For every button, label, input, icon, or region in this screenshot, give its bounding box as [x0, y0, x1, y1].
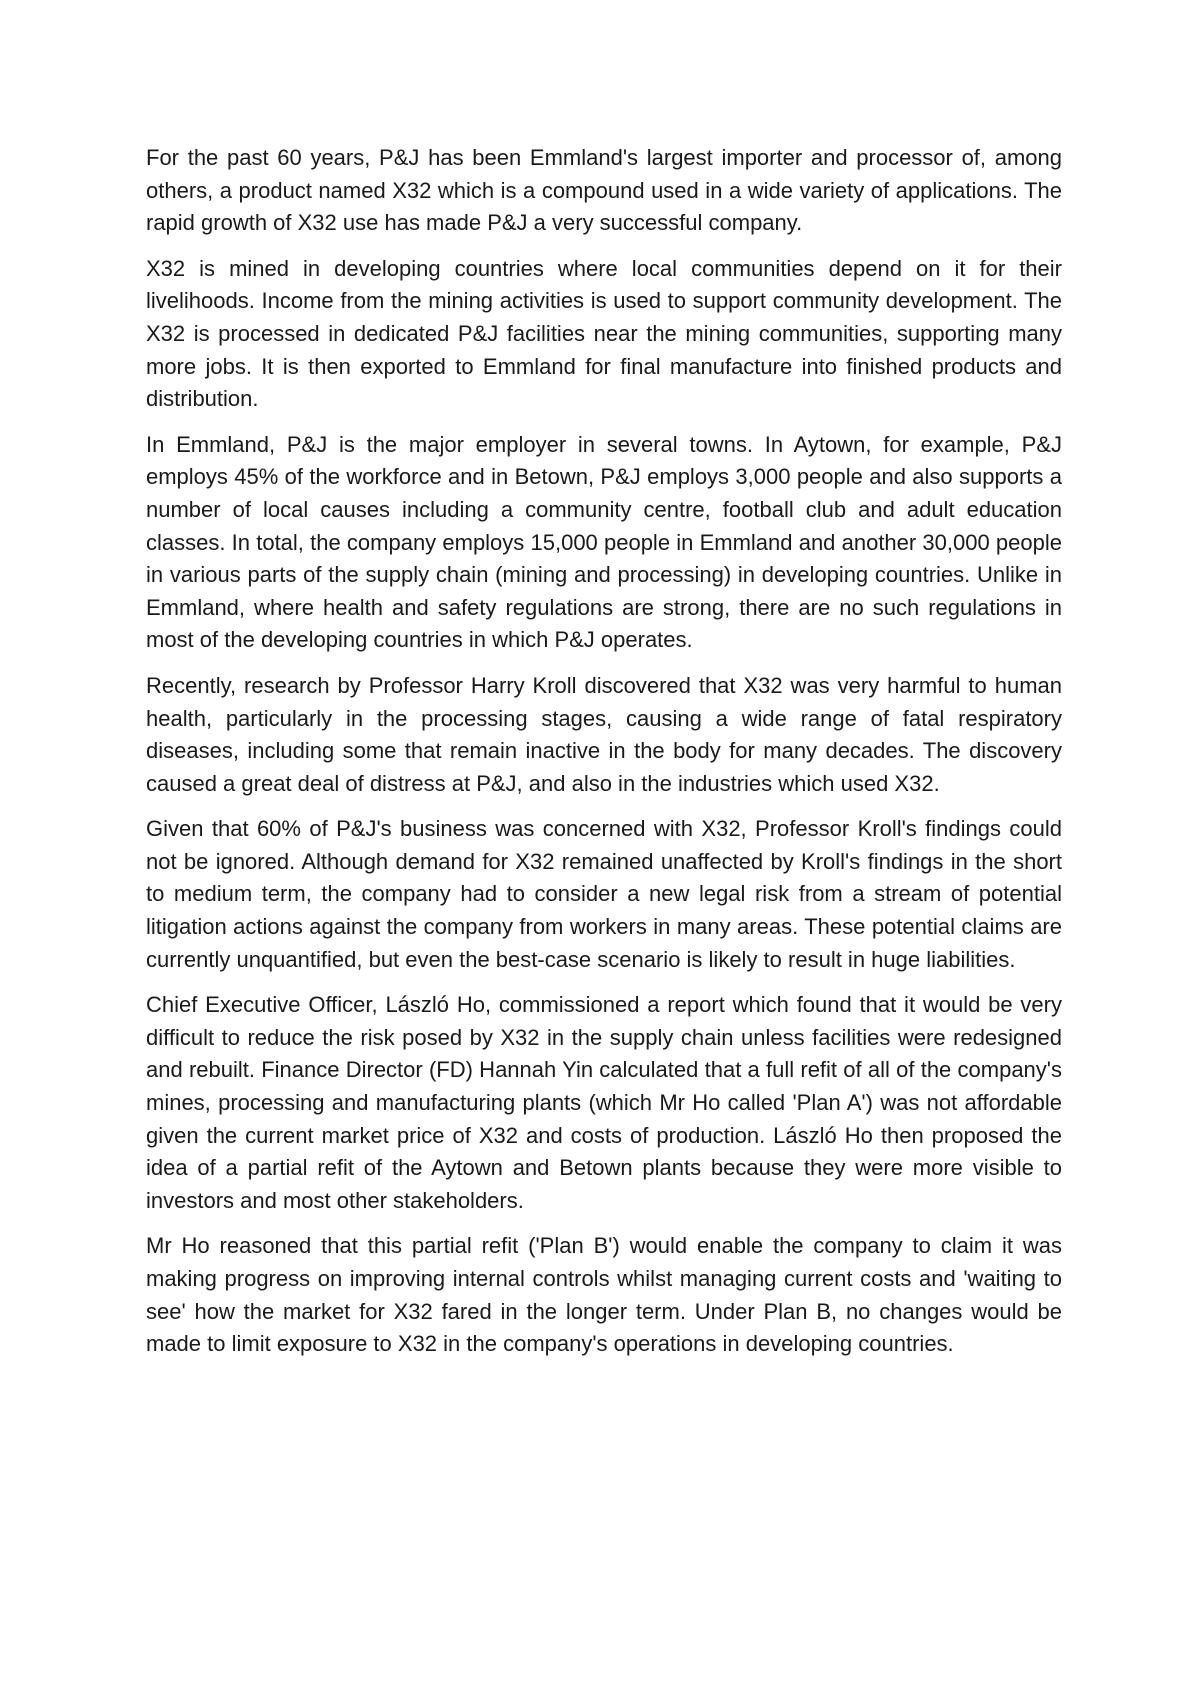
paragraph-4: Recently, research by Professor Harry Kroll discovered that X32 was very harmful to human health, particularly in the processing stages, causing a wide range of fatal respiratory diseases, including some that remain inactive in the body for many decades. The discovery caused a great deal of distress at P&J, and also in the industries which used X32.	[146, 672, 1062, 796]
document-body	[146, 142, 1062, 1374]
paragraph-2: X32 is mined in developing countries where local communities depend on it for their livelihoods. Income from the mining activities is used to support community development. The X32 is processed in dedicated P&J facilities near the mining communities, supporting many more jobs. It is then exported to Emmland for final manufacture into finished products and distribution.	[146, 255, 1062, 412]
paragraph-1: For the past 60 years, P&J has been Emmland's largest importer and processor of, among others, a product named X32 which is a compound used in a wide variety of applications. The rapid growth of X32 use has made P&J a very successful company.	[146, 145, 1062, 236]
paragraph-3: In Emmland, P&J is the major employer in several towns. In Aytown, for example, P&J employs 45% of the workforce and in Betown, P&J employs 3,000 people and also supports a number of local causes including a community centre, football club and adult education classes. In total, the company employs 15,000 people in Emmland and another 30,000 people in various parts of the supply chain (mining and processing) in developing countries. Unlike in Emmland, where health and safety regulations are strong, there are no such regulations in most of the developing countries in which P&J operates.	[146, 431, 1062, 653]
paragraph-7: Mr Ho reasoned that this partial refit ('Plan B') would enable the company to claim it was making progress on improving internal controls whilst managing current costs and 'waiting to see' how the market for X32 fared in the longer term. Under Plan B, no changes would be made to limit exposure to X32 in the company's operations in developing countries.	[146, 1233, 1062, 1357]
paragraph-6: Chief Executive Officer, László Ho, commissioned a report which found that it would be very difficult to reduce the risk posed by X32 in the supply chain unless facilities were redesigned and rebuilt. Finance Director (FD) Hannah Yin calculated that a full refit of all of the company's mines, processing and manufacturing plants (which Mr Ho called 'Plan A') was not affordable given the current market price of X32 and costs of production. László Ho then proposed the idea of a partial refit of the Aytown and Betown plants because they were more visible to investors and most other stakeholders.	[146, 992, 1062, 1213]
paragraph-5: Given that 60% of P&J's business was concerned with X32, Professor Kroll's findings could not be ignored. Although demand for X32 remained unaffected by Kroll's findings in the short to medium term, the company had to consider a new legal risk from a stream of potential litigation actions against the company from workers in many areas. These potential claims are currently unquantified, but even the best-case scenario is likely to result in huge liabilities.	[146, 816, 1062, 972]
